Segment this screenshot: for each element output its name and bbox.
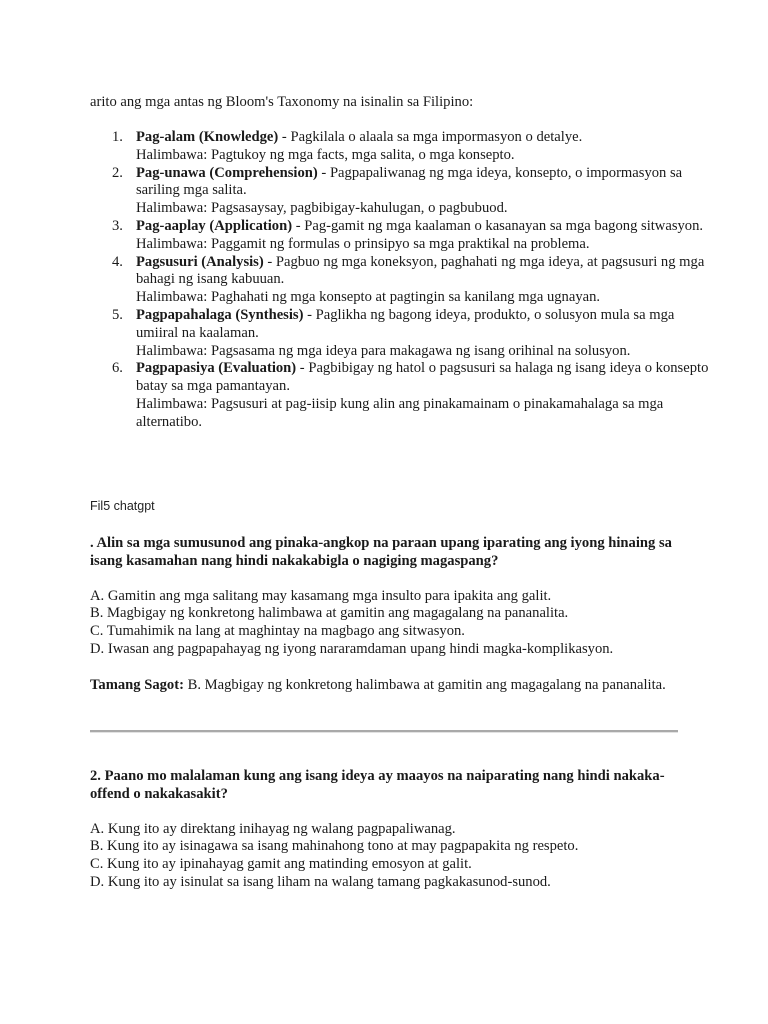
item-term: Pagpapahalaga (Synthesis) <box>136 306 304 323</box>
taxonomy-item-1 <box>112 129 716 165</box>
item-example: Halimbawa: Pagsusuri at pag-iisip kung alin ang pinakamainam o pinakamahalaga sa mga alternatibo. <box>136 395 664 430</box>
item-number: 4. <box>112 253 123 270</box>
item-description: Pagbuo ng mga koneksyon, paghahati ng mga ideya, at pagsusuri ng mga bahagi ng isang kabuuan. <box>136 253 705 288</box>
item-example: Halimbawa: Pagsasaysay, pagbibigay-kahulugan, o pagbubuod. <box>136 200 508 217</box>
item-number: 6. <box>112 360 123 377</box>
answer-label: Tamang Sagot: <box>90 676 184 693</box>
question-2-title: 2. Paano mo malalaman kung ang isang ideya ay maayos na naiparating nang hindi nakaka-offend o nakakasakit? <box>90 768 665 802</box>
item-term: Pag-alam (Knowledge) <box>136 129 279 145</box>
item-description: Pagkilala o alaala sa mga impormasyon o detalye. <box>290 129 583 145</box>
question-1 <box>90 535 690 695</box>
taxonomy-item-2 <box>112 164 716 218</box>
item-number: 3. <box>112 217 123 234</box>
item-description: Paglikha ng bagong ideya, produkto, o solusyon mula sa mga umiiral na kaalaman. <box>136 306 675 341</box>
choice-d: D. Kung ito ay isinulat sa isang liham na walang tamang pagkakasunod-sunod. <box>90 873 551 890</box>
item-example: Halimbawa: Paggamit ng formulas o prinsipyo sa mga praktikal na problema. <box>136 235 590 252</box>
taxonomy-item-5 <box>112 306 716 360</box>
taxonomy-item-4 <box>112 253 716 307</box>
item-separator: - <box>263 253 276 270</box>
choice-b: B. Kung ito ay isinagawa sa isang mahinahong tono at may pagpapakita ng respeto. <box>90 838 579 855</box>
answer-text <box>90 677 690 695</box>
item-example: Halimbawa: Paghahati ng mga konsepto at pagtingin sa kanilang mga ugnayan. <box>136 289 601 306</box>
taxonomy-item-6 <box>112 360 716 431</box>
item-description: Pag-gamit ng mga kaalaman o kasanayan sa mga bagong sitwasyon. <box>304 217 704 234</box>
item-term: Pagsusuri (Analysis) <box>136 253 264 270</box>
taxonomy-item-3 <box>112 217 716 254</box>
item-separator: - <box>292 217 305 234</box>
question-1-title: . Alin sa mga sumusunod ang pinaka-angkop na paraan upang iparating ang iyong hinaing sa isang kasamahan nang hindi nakakabigla o nagiging magaspang? <box>90 535 672 569</box>
item-example: Halimbawa: Pagtukoy ng mga facts, mga salita, o mga konsepto. <box>136 146 515 163</box>
item-separator: - <box>278 129 291 145</box>
item-separator: - <box>296 360 309 377</box>
taxonomy-list <box>90 129 716 432</box>
item-term: Pagpapasiya (Evaluation) <box>136 360 297 377</box>
choice-c: C. Kung ito ay ipinahayag gamit ang matinding emosyon at galit. <box>90 856 472 873</box>
question-2 <box>90 768 690 892</box>
horizontal-divider <box>90 730 678 733</box>
item-description: Pagbibigay ng hatol o pagsusuri sa halaga ng isang ideya o konsepto batay sa mga pamantayan. <box>136 360 709 395</box>
item-number: 2. <box>112 164 123 181</box>
item-separator: - <box>303 306 316 323</box>
choice-b: B. Magbigay ng konkretong halimbawa at gamitin ang magagalang na pananalita. <box>90 605 569 622</box>
item-description: Pagpapaliwanag ng mga ideya, konsepto, o impormasyon sa sariling mga salita. <box>136 164 683 199</box>
choice-c: C. Tumahimik na lang at maghintay na magbago ang sitwasyon. <box>90 623 465 640</box>
item-term: Pag-aaplay (Application) <box>136 217 293 234</box>
answer-value: B. Magbigay ng konkretong halimbawa at gamitin ang magagalang na pananalita. <box>183 676 666 693</box>
question-2-choices <box>90 821 690 892</box>
item-number: 5. <box>112 306 123 323</box>
item-example: Halimbawa: Pagsasama ng mga ideya para makagawa ng isang orihinal na solusyon. <box>136 342 631 359</box>
choice-a: A. Kung ito ay direktang inihayag ng walang pagpapaliwanag. <box>90 820 456 837</box>
item-term: Pag-unawa (Comprehension) <box>136 164 318 181</box>
item-number: 1. <box>112 129 123 145</box>
source-note: Fil5 chatgpt <box>90 499 155 513</box>
intro-text: arito ang mga antas ng Bloom's Taxonomy na isinalin sa Filipino: <box>90 94 474 110</box>
question-1-choices <box>90 588 690 659</box>
choice-d: D. Iwasan ang pagpapahayag ng iyong nararamdaman upang hindi magka-komplikasyon. <box>90 640 614 657</box>
choice-a: A. Gamitin ang mga salitang may kasamang mga insulto para ipakita ang galit. <box>90 587 552 604</box>
item-separator: - <box>317 164 330 181</box>
